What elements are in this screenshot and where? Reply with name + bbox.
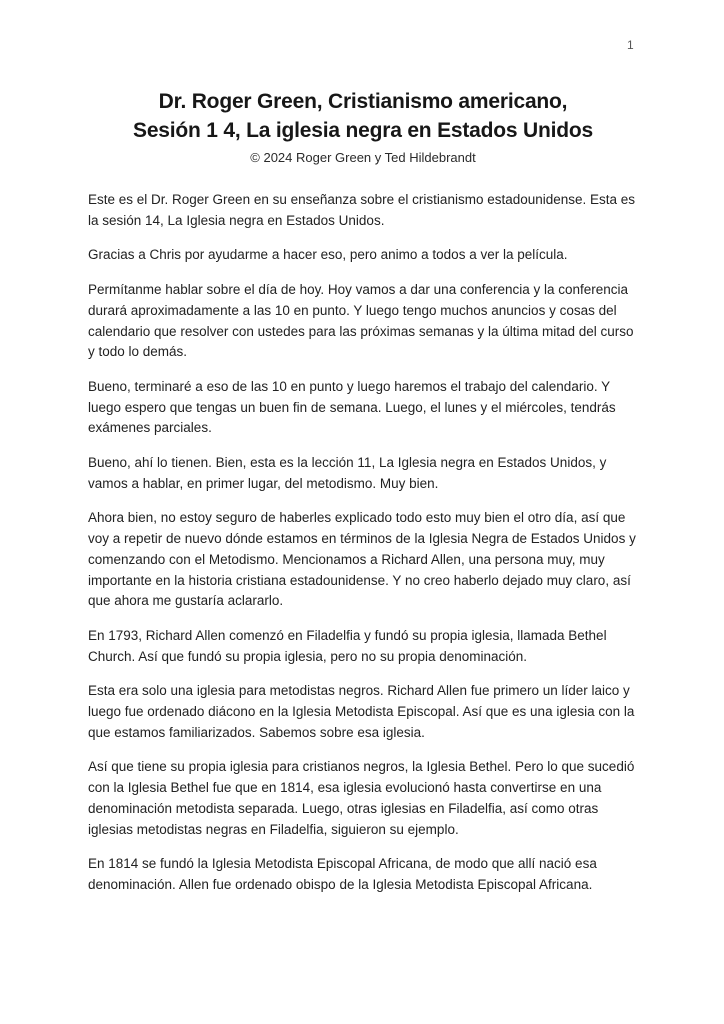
page-number: 1 bbox=[627, 38, 634, 52]
paragraph: Permítanme hablar sobre el día de hoy. Hoy vamos a dar una conferencia y la conferencia durará aproximadamente a las 10 en punto. Y luego tengo muchos anuncios y cosas del calendario que resolver con ustedes para las próximas semanas y la última mitad del curso y todo lo demás. bbox=[88, 282, 634, 360]
paragraph: Esta era solo una iglesia para metodistas negros. Richard Allen fue primero un líder laico y luego fue ordenado diácono en la Iglesia Metodista Episcopal. Así que es una iglesia con la que estamos familiarizados. Sabemos sobre esa iglesia. bbox=[88, 683, 635, 740]
document-title-line2: Sesión 1 4, La iglesia negra en Estados Unidos bbox=[133, 118, 593, 142]
copyright-line: © 2024 Roger Green y Ted Hildebrandt bbox=[250, 150, 476, 165]
paragraph: En 1793, Richard Allen comenzó en Filadelfia y fundó su propia iglesia, llamada Bethel Church. Así que fundó su propia iglesia, pero no su propia denominación. bbox=[88, 627, 607, 664]
document-header bbox=[88, 88, 638, 166]
paragraph: Así que tiene su propia iglesia para cristianos negros, la Iglesia Bethel. Pero lo que sucedió con la Iglesia Bethel fue que en 1814, esa iglesia evolucionó hasta convertirse en una denominación metodista separada. Luego, otras iglesias en Filadelfia, así como otras iglesias metodistas negras en Filadelfia, siguieron su ejemplo. bbox=[88, 759, 635, 837]
document-title bbox=[88, 88, 638, 145]
document-body bbox=[88, 190, 640, 910]
paragraph: Ahora bien, no estoy seguro de haberles explicado todo esto muy bien el otro día, así que voy a repetir de nuevo dónde estamos en términos de la Iglesia Negra de Estados Unidos y comenzando con el Metodismo. Mencionamos a Richard Allen, una persona muy, muy importante en la historia cristiana estadounidense. Y no creo haberlo dejado muy claro, así que ahora me gustaría aclararlo. bbox=[88, 510, 636, 609]
paragraph: Bueno, terminaré a eso de las 10 en punto y luego haremos el trabajo del calendario. Y luego espero que tengas un buen fin de semana. Luego, el lunes y el miércoles, tendrás exámenes parciales. bbox=[88, 378, 616, 436]
paragraph: Bueno, ahí lo tienen. Bien, esta es la lección 11, La Iglesia negra en Estados Unidos, y vamos a hablar, en primer lugar, del metodismo. Muy bien. bbox=[88, 455, 607, 491]
document-title-line1: Dr. Roger Green, Cristianismo americano, bbox=[158, 90, 568, 113]
paragraph: Este es el Dr. Roger Green en su enseñanza sobre el cristianismo estadounidense. Esta es la sesión 14, La Iglesia negra en Estados Unidos. bbox=[88, 192, 636, 228]
paragraph: Gracias a Chris por ayudarme a hacer eso, pero animo a todos a ver la película. bbox=[88, 247, 568, 263]
paragraph: En 1814 se fundó la Iglesia Metodista Episcopal Africana, de modo que allí nació esa denominación. Allen fue ordenado obispo de la Iglesia Metodista Episcopal Africana. bbox=[88, 856, 597, 892]
